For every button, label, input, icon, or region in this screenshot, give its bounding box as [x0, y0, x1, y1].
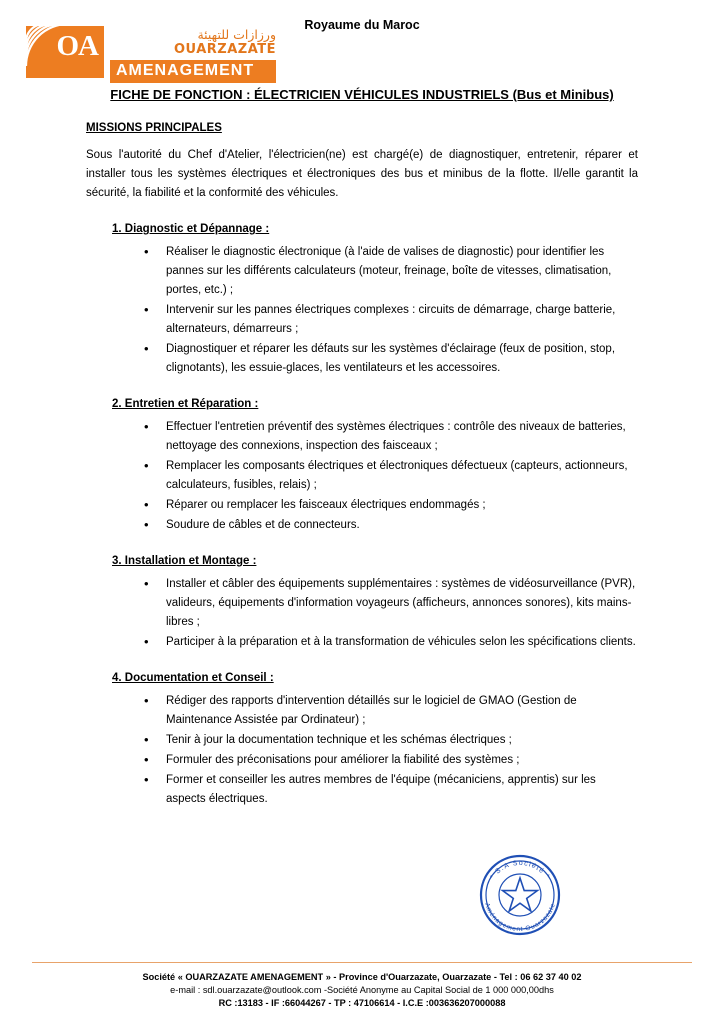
list-item: • Installer et câbler des équipements supplémentaires : systèmes de vidéosurveillance (PVR), valideurs, équipements d'information voyageurs (afficheurs, annonces sonores), kits mains-libres ; [144, 575, 638, 632]
section-heading-2: 2. Entretien et Réparation : [112, 398, 259, 410]
company-logo [26, 26, 276, 82]
footer-line-3: RC :13183 - IF :66044267 - TP : 47106614 - I.C.E :003636207000088 [218, 998, 506, 1008]
section-list-4 [86, 692, 638, 809]
list-item: • Tenir à jour la documentation technique et les schémas électriques ; [144, 731, 638, 750]
footer-divider [32, 962, 692, 963]
document-body [0, 86, 724, 809]
missions-heading: MISSIONS PRINCIPALES [86, 122, 222, 134]
section-list-2 [86, 418, 638, 535]
footer-line-1: Société « OUARZAZATE AMENAGEMENT » - Province d'Ouarzazate, Ouarzazate - Tel : 06 62 37 40 02 [142, 972, 582, 982]
stamp-seal-icon [470, 845, 570, 945]
svg-text:* S.A Société *: * S.A Société * [489, 859, 551, 881]
company-stamp [470, 845, 570, 945]
list-item: • Effectuer l'entretien préventif des systèmes électriques : contrôle des niveaux de batteries, nettoyage des connexions, inspection des faisceaux ; [144, 418, 638, 456]
footer-line-2: e-mail : sdl.ouarzazate@outlook.com -Société Anonyme au Capital Social de 1 000 000,00dhs [170, 985, 554, 995]
list-item: • Réparer ou remplacer les faisceaux électriques endommagés ; [144, 496, 638, 515]
section-heading-1: 1. Diagnostic et Dépannage : [112, 223, 270, 235]
logo-wordmark [110, 28, 276, 83]
section-heading-4: 4. Documentation et Conseil : [112, 672, 274, 684]
list-item: • Diagnostiquer et réparer les défauts sur les systèmes d'éclairage (feux de position, stop, clignotants), les essuie-glaces, les ventilateurs et les accessoires. [144, 340, 638, 378]
list-item: • Soudure de câbles et de connecteurs. [144, 516, 638, 535]
document-title: FICHE DE FONCTION : ÉLECTRICIEN VÉHICULES INDUSTRIELS (Bus et Minibus) [110, 87, 614, 102]
logo-monogram: OA [56, 30, 98, 62]
document-footer [0, 962, 724, 1010]
logo-ouarzazate-label: OUARZAZATE [174, 42, 276, 57]
document-header [0, 0, 724, 80]
list-item: • Participer à la préparation et à la transformation de véhicules selon les spécifications clients. [144, 633, 638, 652]
logo-mark-icon [26, 26, 104, 78]
svg-text:Aménagement Ouarzazate: Aménagement Ouarzazate [483, 902, 557, 934]
logo-amenagement-label: AMENAGEMENT [110, 60, 276, 83]
list-item: • Former et conseiller les autres membres de l'équipe (mécaniciens, apprentis) sur les aspects électriques. [144, 771, 638, 809]
list-item: • Formuler des préconisations pour améliorer la fiabilité des systèmes ; [144, 751, 638, 770]
logo-arabic-label: ورزازات للتهيئة [197, 27, 276, 42]
section-list-3 [86, 575, 638, 652]
country-title: Royaume du Maroc [304, 18, 420, 32]
list-item: • Rédiger des rapports d'intervention détaillés sur le logiciel de GMAO (Gestion de Maintenance Assistée par Ordinateur) ; [144, 692, 638, 730]
list-item: • Remplacer les composants électriques et électroniques défectueux (capteurs, actionneurs, calculateurs, fusibles, relais) ; [144, 457, 638, 495]
section-heading-3: 3. Installation et Montage : [112, 555, 257, 567]
list-item: • Intervenir sur les pannes électriques complexes : circuits de démarrage, charge batterie, alternateurs, démarreurs ; [144, 301, 638, 339]
logo-arabic-text [110, 28, 276, 57]
list-item: • Réaliser le diagnostic électronique (à l'aide de valises de diagnostic) pour identifier les pannes sur les différents calculateurs (moteur, freinage, boîte de vitesses, climatisation, portes, etc.) ; [144, 243, 638, 300]
intro-paragraph: Sous l'autorité du Chef d'Atelier, l'électricien(ne) est chargé(e) de diagnostiquer, entretenir, réparer et installer tous les systèmes électriques et électroniques des bus et minibus de la flotte. Il/elle garantit la sécurité, la fiabilité et la conformité des véhicules. [86, 149, 638, 199]
section-list-1 [86, 243, 638, 378]
